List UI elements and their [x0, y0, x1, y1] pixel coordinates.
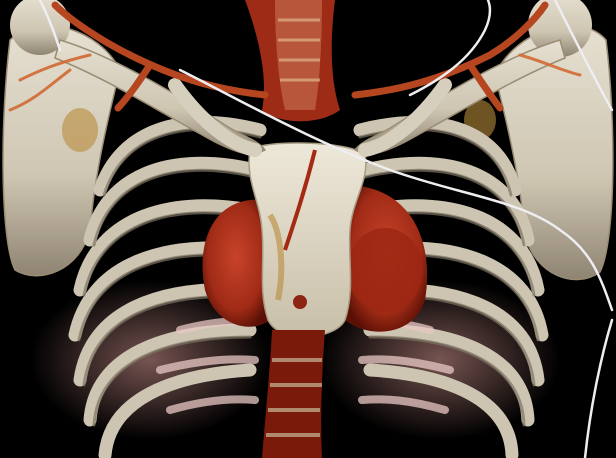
spine-column [262, 330, 325, 458]
trachea [275, 0, 322, 110]
xiphoid-foramen [293, 295, 307, 309]
heart-ventricle [347, 228, 423, 312]
scapula-stain-left [62, 108, 98, 152]
